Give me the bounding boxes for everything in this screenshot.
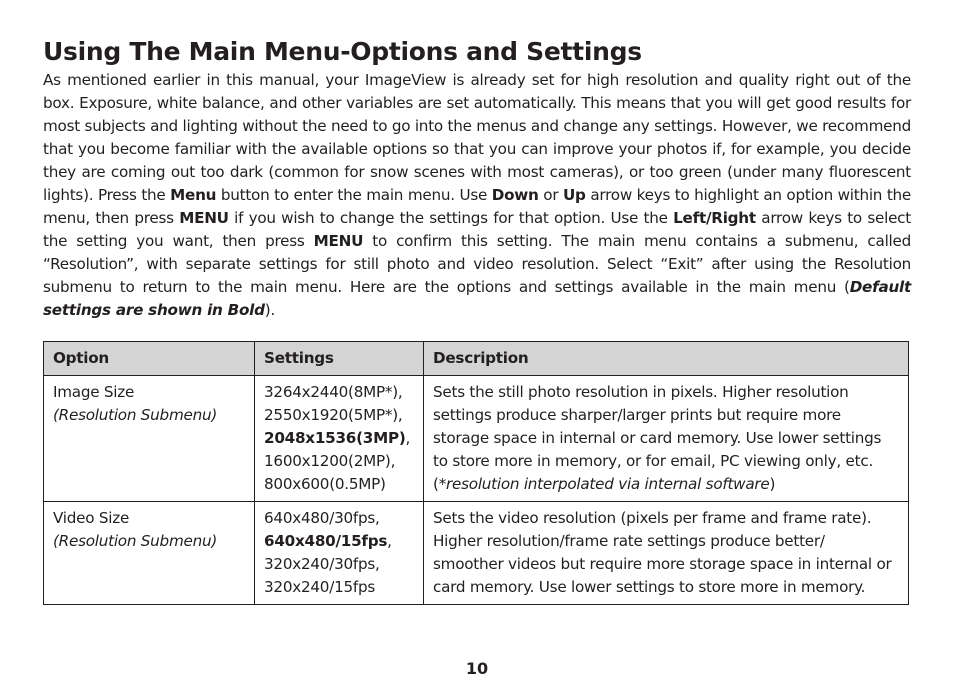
- intro-text: to confirm this setting. The main menu contains a submenu, called “Resolution”, with separate settings for still photo and video resolution. Select “Exit” after using the Resolution submenu to return to the main menu. Here are the options and settings available in the main menu (: [43, 232, 911, 296]
- header-description: Description: [424, 342, 909, 376]
- description-text: Sets the still photo resolution in pixels. Higher resolution settings produce sharper/larger prints but require more storage space in internal or card memory. Use lower settings to store more in memory, or for email, PC viewing only, etc. (: [433, 383, 882, 493]
- option-submenu: (Resolution Submenu): [53, 406, 218, 424]
- page-title: Using The Main Menu-Options and Settings: [43, 37, 642, 66]
- description-note: *resolution interpolated via internal software: [438, 475, 770, 493]
- table-row: [44, 376, 909, 502]
- description-cell: [424, 502, 909, 605]
- setting-value: 1600x1200(2MP),: [264, 452, 396, 470]
- header-settings: Settings: [255, 342, 424, 376]
- setting-separator: ,: [405, 429, 411, 447]
- settings-cell: [255, 502, 424, 605]
- description-text: Sets the video resolution (pixels per frame and frame rate). Higher resolution/frame rate settings produce better/ smoother videos but require more storage space in internal or card memory. Use lower settings to store more in memory.: [433, 509, 892, 596]
- settings-table: [43, 341, 909, 605]
- header-option: Option: [44, 342, 255, 376]
- option-cell: [44, 502, 255, 605]
- intro-text: button to enter the main menu. Use: [216, 186, 492, 204]
- option-name: Image Size: [53, 383, 135, 401]
- description-text: ): [769, 475, 776, 493]
- option-name: Video Size: [53, 509, 130, 527]
- intro-paragraph: [43, 69, 911, 322]
- intro-bold-menu-confirm: MENU: [313, 232, 364, 250]
- intro-text: or: [538, 186, 563, 204]
- table-header-row: [44, 342, 909, 376]
- intro-bold-down: Down: [491, 186, 539, 204]
- intro-text: As mentioned earlier in this manual, your ImageView is already set for high resolution and quality right out of the box. Exposure, white balance, and other variables are set automatically. This means that you will get good results for most subjects and lighting without the need to go into the menus and change any settings. However, we recommend that you become familiar with the available options so that you can improve your photos if, for example, you decide they are coming out too dark (common for snow scenes with most cameras), or too green (under many fluorescent lights). Press the: [43, 71, 911, 204]
- option-cell: [44, 376, 255, 502]
- setting-value: 320x240/30fps,: [264, 555, 380, 573]
- intro-default-note: Default settings are shown in Bold: [43, 278, 911, 319]
- intro-bold-menu: Menu: [170, 186, 217, 204]
- intro-text: ).: [264, 301, 275, 319]
- intro-bold-up: Up: [562, 186, 586, 204]
- setting-value: 2550x1920(5MP*),: [264, 406, 403, 424]
- intro-text: arrow keys to select the setting you want, then press: [43, 209, 911, 250]
- setting-value: 3264x2440(8MP*),: [264, 383, 403, 401]
- intro-bold-left-right: Left/Right: [673, 209, 756, 227]
- page-number: 10: [465, 659, 489, 678]
- description-cell: [424, 376, 909, 502]
- intro-text: arrow keys to highlight an option within the menu, then press: [43, 186, 911, 227]
- setting-value: 320x240/15fps: [264, 578, 376, 596]
- intro-bold-menu-key: MENU: [179, 209, 229, 227]
- intro-text: if you wish to change the settings for that option. Use the: [228, 209, 674, 227]
- setting-value: 640x480/30fps,: [264, 509, 380, 527]
- setting-value: 800x600(0.5MP): [264, 475, 386, 493]
- setting-value-default: 640x480/15fps: [264, 532, 388, 550]
- settings-cell: [255, 376, 424, 502]
- table-row: [44, 502, 909, 605]
- option-submenu: (Resolution Submenu): [53, 532, 218, 550]
- setting-separator: ,: [387, 532, 392, 550]
- setting-value-default: 2048x1536(3MP): [264, 429, 406, 447]
